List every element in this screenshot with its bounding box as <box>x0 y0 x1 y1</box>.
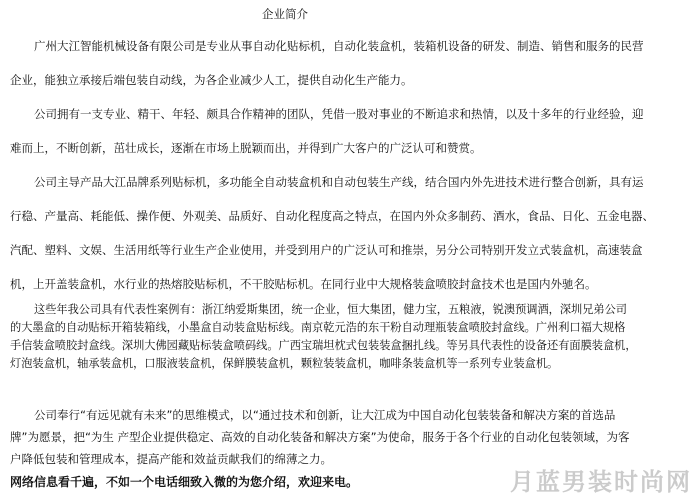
paragraph-line: 公司拥有一支专业、精干、年轻、颇具合作精神的团队，凭借一股对事业的不断追求和热情，以及十多年的行业经验，迎 <box>34 107 644 121</box>
paragraph-line: 公司主导产品大江品牌系列贴标机，多功能全自动装盒机和自动包装生产线，结合国内外先进技术进行整合创新，具有运 <box>34 175 644 189</box>
paragraph-line: 的大墨盒的自动贴标开箱装箱线，小墨盒自动装盒贴标线。南京乾元浩的东干粉自动理瓶装盒喷胶封盒线。广州利口福大规格 <box>10 321 626 334</box>
paragraph-line: 汽配、塑料、文娱、生活用纸等行业生产企业使用，并受到用户的广泛认可和推崇，另分公司特别开发立式装盒机，高速装盒 <box>10 243 643 257</box>
paragraph-line: 公司奉行“有远见就有未来”的思维模式，以“通过技术和创新，让大江成为中国自动化包装装备和解决方案的首选品 <box>34 408 616 422</box>
paragraph-line: 行稳、产量高、耗能低、操作便、外观美、品质好、自动化程度高之特点，在国内外众多制药、酒水，食品、日化、五金电器、 <box>10 209 654 223</box>
paragraph-line: 手信装盒喷胶封盒线。深圳大佛园藏贴标装盒喷码线。广西宝瑞坦枕式包装装盒捆扎线。等另具代表性的设备还有面膜装盒机， <box>10 339 637 352</box>
paragraph-line: 牌”为愿景，把“为生 产型企业提供稳定、高效的自动化装备和解决方案”为使命，服务于各个行业的自动化包装领域，为客 <box>10 430 630 444</box>
paragraph-line: 难而上，不断创新，茁壮成长，逐渐在市场上脱颖而出，并得到广大客户的广泛认可和赞赏。 <box>10 141 482 155</box>
contact-call-to-action: 网络信息看千遍，不如一个电话细致入微的为您介绍，欢迎来电。 <box>10 475 359 489</box>
paragraph-line: 这些年我公司具有代表性案例有：浙江纳爱斯集团，统一企业，恒大集团，健力宝，五粮液，锐澳预调酒，深圳兄弟公司 <box>34 303 627 316</box>
paragraph-line: 广州大江智能机械设备有限公司是专业从事自动化贴标机，自动化装盒机，装箱机设备的研发、制造、销售和服务的民营 <box>34 39 644 53</box>
paragraph-intro <box>10 36 690 104</box>
paragraph-line: 户降低包装和管理成本，提高产能和效益贡献我们的绵薄之力。 <box>10 452 332 466</box>
site-watermark: 月蓝男装时尚网 <box>510 468 692 496</box>
page-title: 企业简介 <box>262 7 308 21</box>
paragraph-line: 企业，能独立承接后端包装自动线，为各企业减少人工，提供自动化生产能力。 <box>10 73 413 87</box>
paragraph-line: 灯泡装盒机，轴承装盒机，口服液装盒机，保鲜膜装盒机，颗粒装装盒机，咖啡条装盒机等一系列专业装盒机。 <box>10 357 559 370</box>
paragraph-products <box>10 172 690 308</box>
paragraph-cases <box>10 302 690 374</box>
paragraph-team <box>10 104 690 172</box>
paragraph-line: 机，上开盖装盒机，水行业的热熔胶贴标机，不干胶贴标机。在同行业中大规格装盒喷胶封盒技术也是国内外驰名。 <box>10 277 597 291</box>
